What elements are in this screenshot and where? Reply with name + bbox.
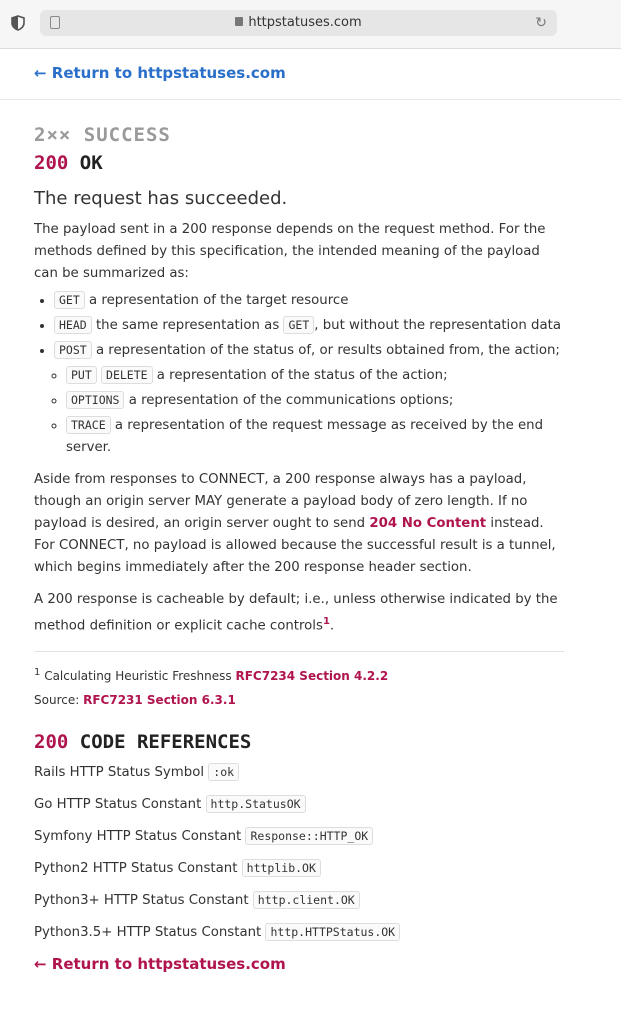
list-item-head: [54, 314, 564, 337]
reload-icon[interactable]: ↻: [535, 15, 547, 31]
reference-value: Response::HTTP_OK: [245, 827, 373, 845]
paragraph-text: Aside from responses to CONNECT, a 200 response always has a payload, though an origin server MAY generate a payload body of zero length. If no payload is desired, an origin server ought to send: [34, 472, 528, 531]
list-item-post: [54, 339, 564, 459]
address-bar[interactable]: [40, 10, 557, 36]
paragraph-text: instead. For CONNECT, no payload is allowed because the successful result is a tunnel, which begins immediately after the 200 response header section.: [34, 516, 556, 575]
code-references-list: [34, 759, 564, 945]
method-list: [34, 289, 564, 459]
list-item-text: a representation of the status of, or results obtained from, the action;: [95, 343, 560, 358]
list-item-text: , but without the representation data: [314, 318, 561, 333]
list-item-get: [54, 289, 564, 312]
code-delete: DELETE: [101, 366, 153, 384]
main-content: [34, 124, 564, 973]
list-item-text: a representation of the request message as received by the end server.: [66, 418, 544, 455]
paragraph-cacheable: [34, 589, 564, 637]
intro-paragraph: The payload sent in a 200 response depends on the request method. For the methods defined by this specification, the intended meaning of the payload can be summarized as:: [34, 222, 546, 281]
status-category: 2×× SUCCESS: [34, 124, 171, 146]
refs-code: 200: [34, 731, 69, 754]
reference-value: httplib.OK: [242, 859, 321, 877]
reference-label: Python3.5+ HTTP Status Constant: [34, 925, 262, 941]
reference-label: Rails HTTP Status Symbol: [34, 765, 205, 781]
link-rfc7234[interactable]: RFC7234 Section 4.2.2: [235, 669, 389, 684]
lock-icon: [235, 17, 243, 26]
link-rfc7231[interactable]: RFC7231 Section 6.3.1: [83, 693, 236, 708]
list-item-text: a representation of the communications options;: [128, 393, 454, 408]
browser-toolbar: [0, 0, 621, 49]
list-item-put-delete: [66, 364, 564, 387]
reference-row: [34, 919, 564, 945]
link-204-no-content[interactable]: 204 No Content: [369, 516, 487, 531]
shield-icon[interactable]: [11, 15, 25, 31]
refs-title: CODE REFERENCES: [79, 731, 252, 754]
list-item-text: a representation of the status of the action;: [156, 368, 448, 383]
list-item-text: a representation of the target resource: [89, 293, 349, 308]
code-put: PUT: [66, 366, 97, 384]
code-get-inline: GET: [283, 316, 314, 334]
reference-value: http.StatusOK: [206, 795, 306, 813]
status-name: OK: [79, 152, 103, 174]
code-references-heading: [34, 731, 564, 753]
code-get: GET: [54, 291, 85, 309]
reference-row: [34, 759, 564, 785]
source-line: [34, 691, 564, 709]
footnote-ref[interactable]: 1: [322, 616, 330, 627]
divider: [34, 651, 564, 652]
reference-value: :ok: [208, 763, 239, 781]
code-options: OPTIONS: [66, 391, 124, 409]
code-head: HEAD: [54, 316, 92, 334]
reference-value: http.HTTPStatus.OK: [265, 923, 400, 941]
sub-method-list: [54, 364, 564, 459]
url-text: httpstatuses.com: [248, 15, 362, 30]
return-link-top[interactable]: ← Return to httpstatuses.com: [34, 64, 286, 82]
footnote: [34, 664, 564, 685]
reference-label: Python2 HTTP Status Constant: [34, 861, 238, 877]
reference-row: [34, 791, 564, 817]
status-code: 200: [34, 152, 69, 174]
source-label: Source:: [34, 693, 80, 708]
reference-value: http.client.OK: [253, 891, 360, 909]
footnote-text: Calculating Heuristic Freshness: [44, 669, 232, 684]
reference-row: [34, 855, 564, 881]
paragraph-text: A 200 response is cacheable by default; i.e., unless otherwise indicated by the method definition or explicit cache controls: [34, 592, 558, 634]
footnote-number: 1: [34, 667, 41, 679]
reference-label: Symfony HTTP Status Constant: [34, 829, 242, 845]
paragraph-text: .: [329, 618, 335, 634]
list-item-text: the same representation as: [95, 318, 280, 333]
code-post: POST: [54, 341, 92, 359]
reference-row: [34, 823, 564, 849]
reference-label: Go HTTP Status Constant: [34, 797, 202, 813]
reference-row: [34, 887, 564, 913]
page-title: [34, 152, 564, 174]
code-trace: TRACE: [66, 416, 111, 434]
return-link-bottom[interactable]: ← Return to httpstatuses.com: [34, 955, 286, 974]
list-item-trace: [66, 414, 564, 459]
reference-label: Python3+ HTTP Status Constant: [34, 893, 249, 909]
status-subtitle: The request has succeeded.: [34, 188, 288, 209]
list-item-options: [66, 389, 564, 412]
paragraph-connect: [34, 469, 564, 579]
